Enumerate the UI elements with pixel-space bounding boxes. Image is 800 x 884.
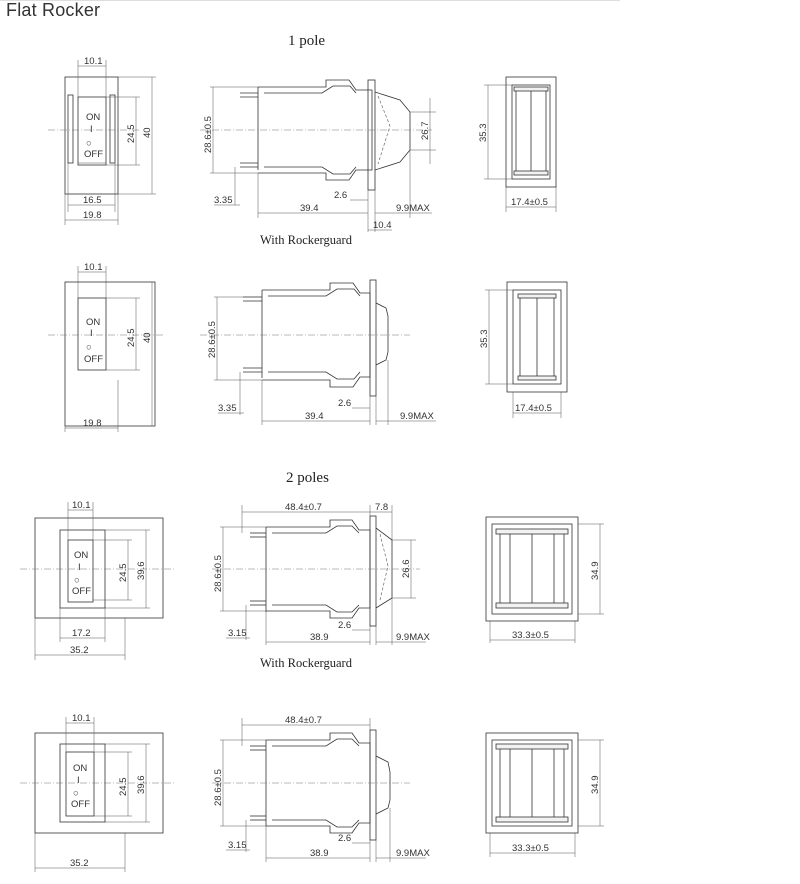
row1-front-height-dim: 24.5 — [126, 124, 137, 143]
row1-front-width-dim: 10.1 — [84, 56, 103, 67]
row4-bar-label: I — [77, 775, 80, 786]
row1-off-label: OFF — [84, 149, 103, 160]
row1-side-guard-dim: 10.4 — [373, 220, 392, 231]
row2-back-height-dim: 35.3 — [479, 329, 490, 348]
row3-side-view — [212, 502, 430, 645]
row4-side-max-dim: 9.9MAX — [396, 848, 430, 859]
section-title-1-pole: 1 pole — [288, 33, 326, 49]
row4-circle-label: ○ — [73, 788, 79, 799]
row4-back-height-dim: 34.9 — [590, 775, 601, 794]
row1-side-view — [200, 80, 436, 232]
row3-side-flange-dim: 2.6 — [338, 620, 352, 631]
row1-front-total-height-dim: 40 — [142, 127, 153, 138]
row2-on-label: ON — [86, 317, 101, 328]
row4-side-flange-dim: 2.6 — [338, 833, 352, 844]
row2-side-max-dim: 9.9MAX — [400, 411, 434, 422]
row3-side-pin-dim: 3.15 — [228, 628, 247, 639]
row1-side-pin-dim: 3.35 — [214, 195, 233, 206]
row3-front-height-dim: 24.5 — [118, 563, 129, 582]
row1-back-view — [478, 77, 556, 212]
row1-front-inner-width-dim: 16.5 — [83, 195, 102, 206]
row1-side-rocker-dim: 26.7 — [420, 121, 431, 140]
row4-side-length-dim: 38.9 — [310, 848, 329, 859]
row2-side-pin-dim: 3.35 — [218, 403, 237, 414]
row2-circle-label: ○ — [86, 342, 92, 353]
row3-front-view — [20, 500, 175, 660]
row3-side-top-dim: 48.4±0.7 — [285, 502, 322, 513]
row3-on-label: ON — [74, 550, 89, 561]
row1-front-outer-width-dim: 19.8 — [83, 210, 102, 221]
row3-front-inner-width-dim: 17.2 — [72, 628, 91, 639]
row3-circle-label: ○ — [74, 575, 80, 586]
row1-back-height-dim: 35.3 — [478, 123, 489, 142]
row2-side-height-dim: 28.6±0.5 — [207, 321, 218, 358]
row2-front-height-dim: 24.5 — [126, 328, 137, 347]
row2-back-width-dim: 17.4±0.5 — [515, 403, 552, 414]
row3-back-view — [486, 517, 604, 643]
row4-front-view — [20, 713, 175, 872]
row1-circle-label: ○ — [86, 138, 92, 149]
row1-side-height-dim: 28.6±0.5 — [203, 116, 214, 153]
row3-front-width-dim: 10.1 — [72, 500, 91, 511]
row2-side-length-dim: 39.4 — [305, 411, 324, 422]
row1-side-flange-dim: 2.6 — [334, 190, 348, 201]
row4-on-label: ON — [73, 763, 88, 774]
row4-side-view — [212, 715, 430, 862]
row2-front-outer-width-dim: 19.8 — [83, 418, 102, 429]
page-title: Flat Rocker — [6, 0, 101, 20]
row3-off-label: OFF — [72, 586, 91, 597]
row1-back-width-dim: 17.4±0.5 — [511, 197, 548, 208]
row2-off-label: OFF — [84, 354, 103, 365]
row4-off-label: OFF — [71, 799, 90, 810]
row4-side-top-dim: 48.4±0.7 — [285, 715, 322, 726]
row1-on-label: ON — [86, 112, 101, 123]
row3-side-top2-dim: 7.8 — [375, 502, 389, 513]
row2-front-view — [48, 262, 165, 432]
row4-side-height-dim: 28.6±0.5 — [213, 769, 224, 806]
row4-front-height-dim: 24.5 — [118, 777, 129, 796]
row3-side-max-dim: 9.9MAX — [396, 632, 430, 643]
row4-side-pin-dim: 3.15 — [228, 840, 247, 851]
row1-side-max-dim: 9.9MAX — [396, 203, 430, 214]
row2-side-flange-dim: 2.6 — [338, 398, 352, 409]
row3-side-height-dim: 28.6±0.5 — [213, 555, 224, 592]
row3-back-height-dim: 34.9 — [590, 561, 601, 580]
row1-side-length-dim: 39.4 — [300, 203, 319, 214]
row3-front-outer-width-dim: 35.2 — [70, 645, 89, 656]
row2-bar-label: I — [90, 328, 93, 339]
row1-front-view — [48, 56, 156, 225]
row1-bar-label: I — [90, 124, 93, 135]
section-title-2-poles: 2 poles — [286, 470, 329, 486]
caption-rockerguard-2: With Rockerguard — [260, 656, 352, 670]
row4-back-width-dim: 33.3±0.5 — [512, 843, 549, 854]
row2-side-view — [200, 280, 436, 425]
caption-rockerguard-1: With Rockerguard — [260, 233, 352, 247]
row3-front-total-height-dim: 39.6 — [136, 561, 147, 580]
row3-side-length-dim: 38.9 — [310, 632, 329, 643]
row4-front-outer-width-dim: 35.2 — [70, 858, 89, 869]
row2-back-view — [479, 282, 567, 418]
row3-back-width-dim: 33.3±0.5 — [512, 630, 549, 641]
row4-front-width-dim: 10.1 — [72, 713, 91, 724]
row4-back-view — [486, 733, 604, 857]
row2-front-width-dim: 10.1 — [84, 262, 103, 273]
row3-side-rocker-dim: 26.6 — [401, 559, 412, 578]
row4-front-total-height-dim: 39.6 — [136, 775, 147, 794]
row3-bar-label: I — [78, 562, 81, 573]
row2-front-total-height-dim: 40 — [142, 332, 153, 343]
